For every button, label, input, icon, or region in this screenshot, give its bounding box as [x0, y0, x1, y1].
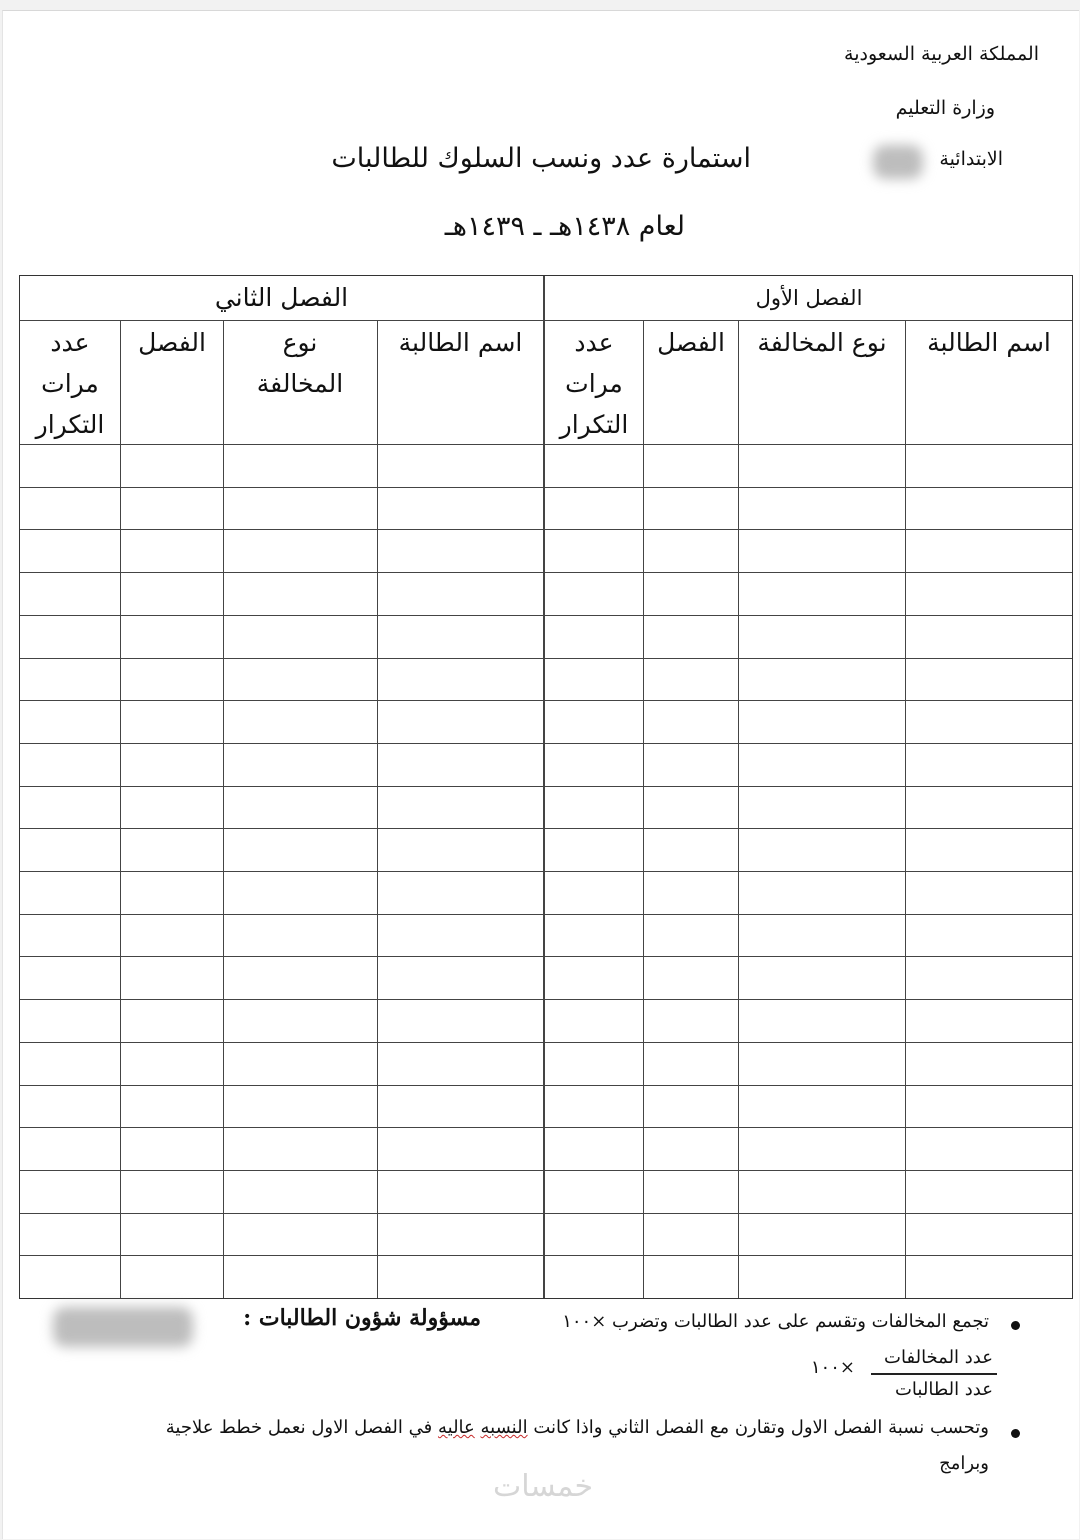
table-row-line: [20, 1255, 1072, 1256]
table-row-line: [20, 786, 1072, 787]
table-row-line: [20, 956, 1072, 957]
col-student-name-1: اسم الطالبة: [927, 328, 1051, 357]
table-row-line: [20, 658, 1072, 659]
redacted-school-name: [873, 145, 923, 179]
form-year: لعام ١٤٣٨هـ ـ ١٤٣٩هـ: [444, 211, 685, 242]
fraction-numerator: عدد المخالفات: [884, 1347, 993, 1368]
bullet-2: [1011, 1429, 1020, 1438]
table-row-line: [20, 999, 1072, 1000]
col-violation-type-1: نوع المخالفة: [757, 328, 887, 357]
col-student-name-2: اسم الطالبة: [398, 328, 523, 357]
country-label: المملكة العربية السعودية: [844, 43, 1039, 65]
second-semester-header: الفصل الثاني: [214, 283, 349, 312]
bullet-1: [1011, 1321, 1020, 1330]
watermark-logo: خمسات: [492, 1469, 594, 1504]
fraction-denominator: عدد الطالبات: [894, 1379, 993, 1400]
document-page: [2, 10, 1079, 1539]
col-class-2: الفصل: [138, 328, 206, 357]
table-row-line: [20, 1042, 1072, 1043]
behavior-table: [19, 275, 1073, 1299]
fraction-multiplier: ×١٠٠: [810, 1357, 855, 1378]
fraction-line: [871, 1373, 997, 1375]
col-violation-type-2: نوع المخالفة: [256, 328, 344, 398]
col-repeat-count-2: عدد مرات التكرار: [35, 328, 105, 439]
table-row-line: [20, 615, 1072, 616]
note-bullet-2-continued: وبرامج: [939, 1453, 989, 1474]
table-row-line: [20, 871, 1072, 872]
school-label: الابتدائية: [939, 148, 1003, 170]
note-bullet-2: وتحسب نسبة الفصل الاول وتقارن مع الفصل الثاني واذا كانت النسبه عاليه في الفصل الاول نعمل خطط علاجية: [165, 1417, 989, 1438]
col-repeat-count-1: عدد مرات التكرار: [559, 328, 629, 439]
signature-label: مسؤولة شؤون الطالبات :: [243, 1305, 481, 1331]
table-row-line: [20, 529, 1072, 530]
table-row-line: [20, 828, 1072, 829]
first-semester-header: الفصل الأول: [755, 286, 863, 310]
table-row-line: [20, 1127, 1072, 1128]
col-class-1: الفصل: [657, 328, 725, 357]
table-row-line: [20, 1213, 1072, 1214]
ministry-label: وزارة التعليم: [895, 97, 995, 119]
table-row-line: [20, 487, 1072, 488]
table-row-line: [20, 1170, 1072, 1171]
table-row-line: [20, 572, 1072, 573]
form-title: استمارة عدد ونسب السلوك للطالبات: [331, 143, 751, 174]
redacted-signature-name: [53, 1307, 193, 1347]
table-row-line: [20, 700, 1072, 701]
table-row-line: [20, 1085, 1072, 1086]
table-row-line: [20, 743, 1072, 744]
note-bullet-1: تجمع المخالفات وتقسم على عدد الطالبات وتضرب ×١٠٠: [562, 1311, 989, 1332]
table-row-line: [20, 914, 1072, 915]
